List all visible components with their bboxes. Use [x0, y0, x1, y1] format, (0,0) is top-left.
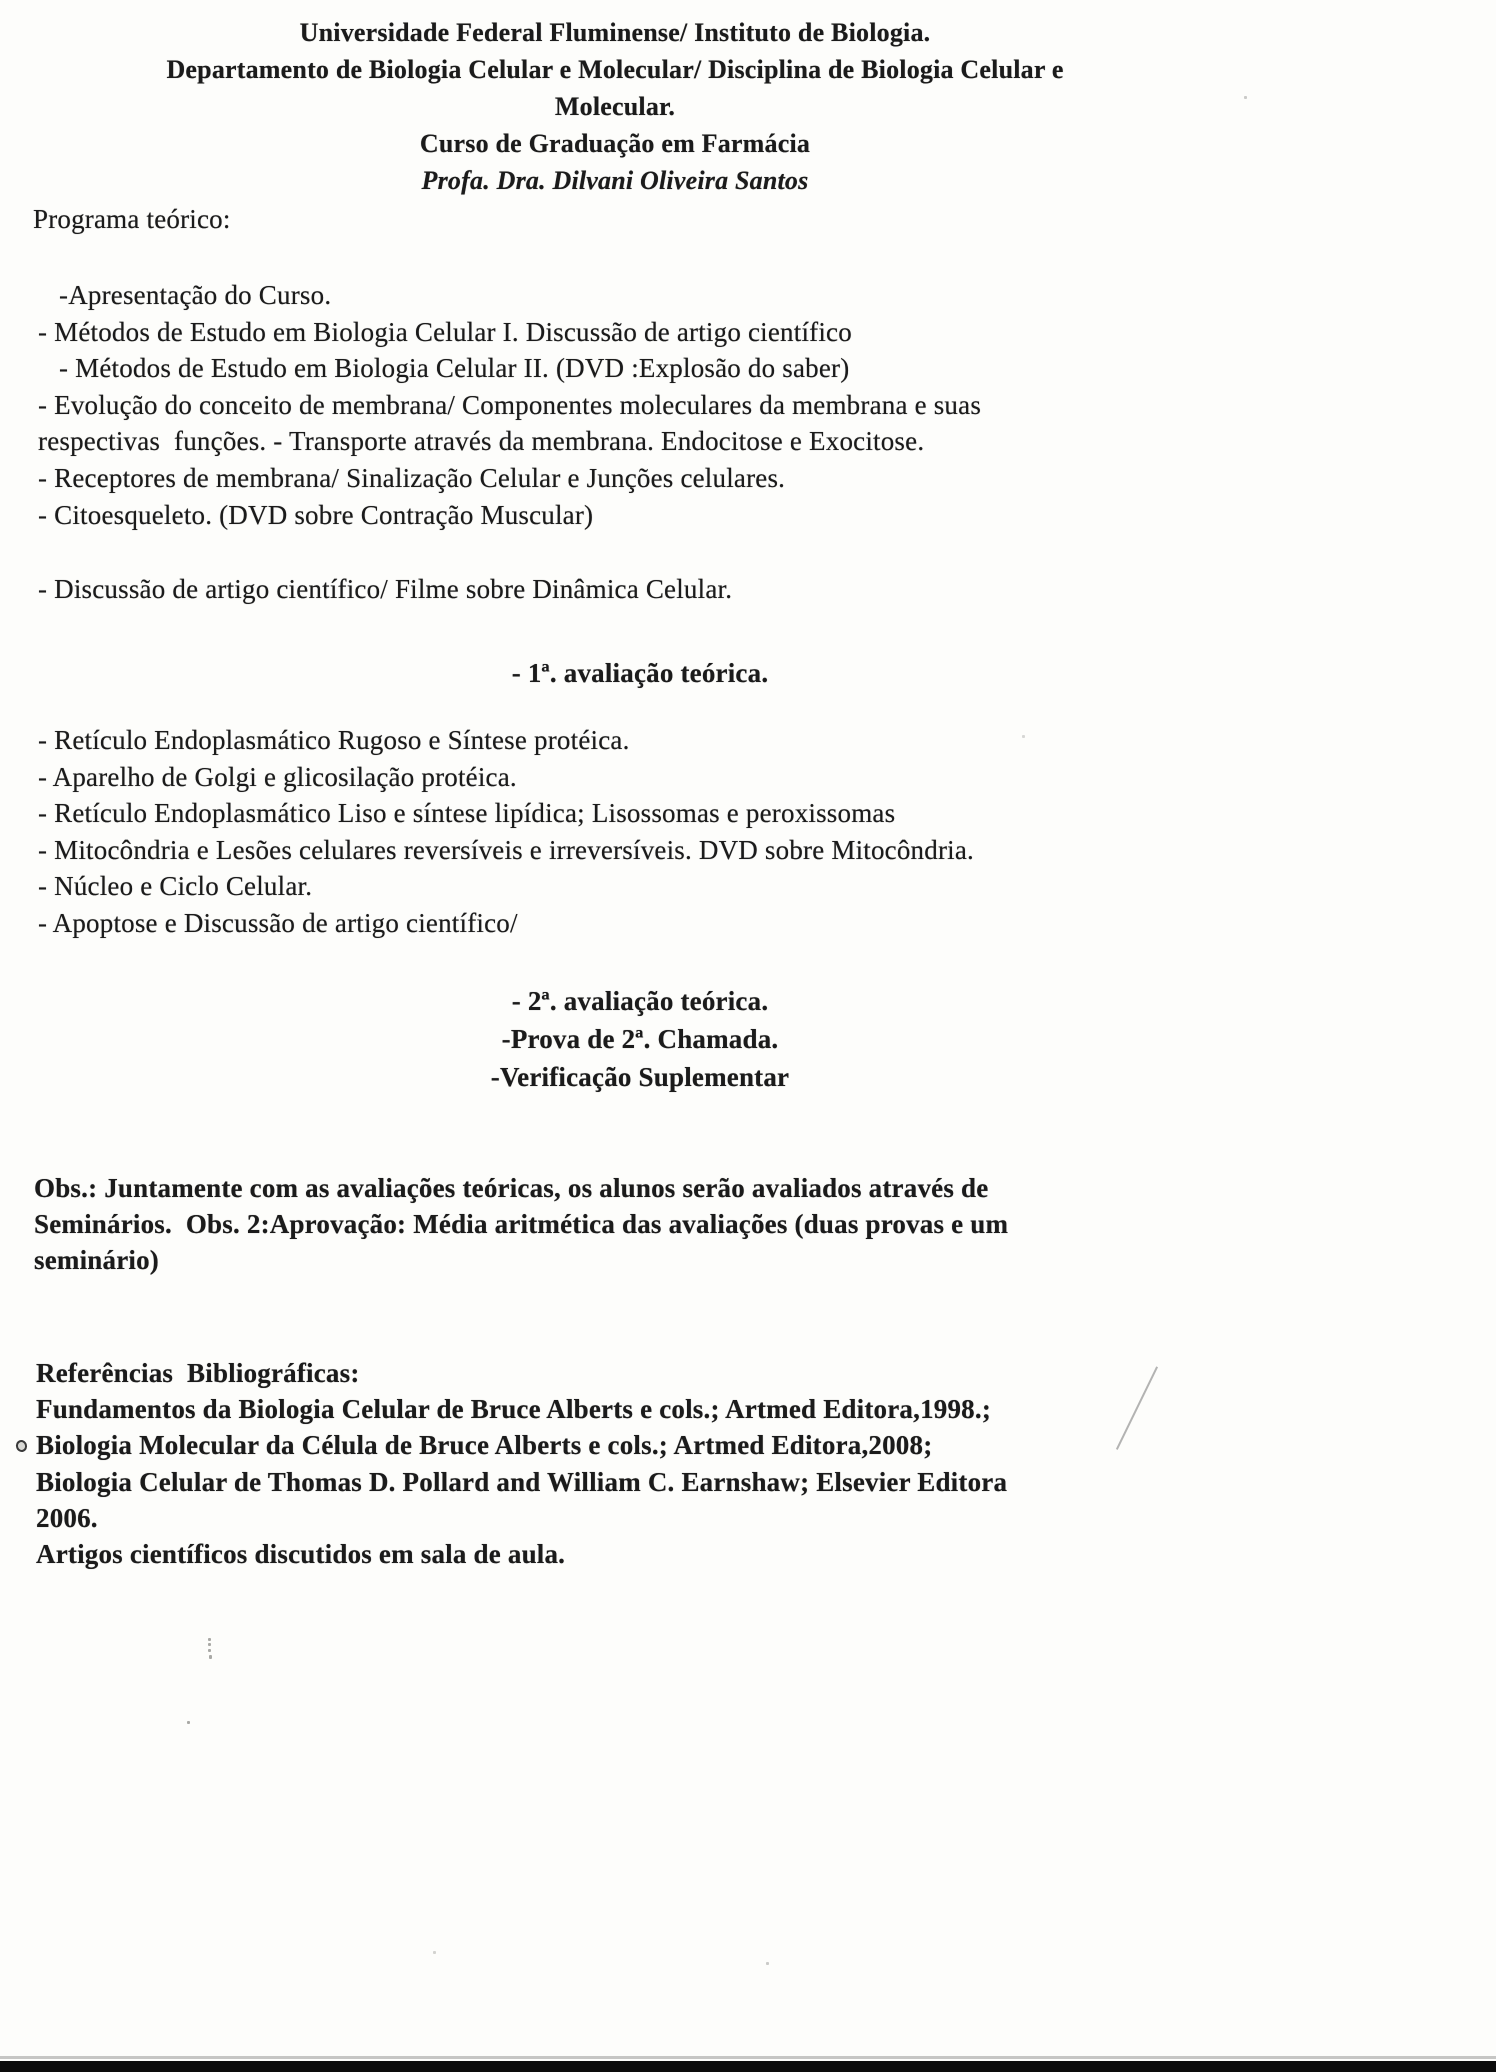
scan-diagonal-line-artifact: [1116, 1366, 1158, 1449]
topics-list-1: [38, 277, 981, 533]
topic-line: - Evolução do conceito de membrana/ Componentes moleculares da membrana e suas: [38, 389, 982, 420]
topic-line: - Retículo Endoplasmático Rugoso e Síntese protéica.: [38, 725, 630, 755]
header-department-line-2: Molecular.: [554, 92, 676, 121]
program-section-label: Programa teórico:: [33, 204, 231, 234]
topic-line: - Métodos de Estudo em Biologia Celular I. Discussão de artigo científico: [38, 316, 852, 347]
supplementary-verification-line: -Verificação Suplementar: [490, 1062, 790, 1092]
discussion-topic-line: - Discussão de artigo científico/ Filme sobre Dinâmica Celular.: [38, 574, 733, 604]
scan-speck: [208, 1643, 211, 1646]
topic-line: - Métodos de Estudo em Biologia Celular II. (DVD :Explosão do saber): [59, 353, 850, 384]
scan-speck: [187, 1721, 190, 1724]
topic-line: - Núcleo e Ciclo Celular.: [38, 871, 313, 902]
makeup-exam-line: -Prova de 2ª. Chamada.: [501, 1024, 779, 1054]
observation-line: Obs.: Juntamente com as avaliações teóricas, os alunos serão avaliados através de: [34, 1173, 989, 1203]
observation-line: seminário): [34, 1245, 159, 1275]
bibliography-section: [36, 1355, 1007, 1572]
second-exam-block: [20, 982, 1260, 1096]
scan-speck: [1244, 96, 1247, 99]
topic-line: -Apresentação do Curso.: [59, 280, 332, 310]
topic-line: - Mitocôndria e Lesões celulares reversíveis e irreversíveis. DVD sobre Mitocôndria.: [38, 834, 974, 865]
scan-speck: [208, 1638, 211, 1641]
handwritten-margin-circle-mark: [14, 1439, 28, 1454]
bibliography-title: Referências Bibliográficas:: [36, 1358, 360, 1388]
observation-line: Seminários. Obs. 2:Aprovação: Média aritmética das avaliações (duas provas e um: [34, 1209, 1009, 1239]
header-professor-line: Profa. Dra. Dilvani Oliveira Santos: [421, 166, 809, 195]
scan-speck: [766, 1962, 769, 1965]
bibliography-entry: Biologia Molecular da Célula de Bruce Alberts e cols.; Artmed Editora,2008;: [36, 1430, 933, 1461]
header-course-line: Curso de Graduação em Farmácia: [419, 129, 811, 158]
bibliography-entry: 2006.: [36, 1502, 98, 1533]
second-exam-heading: - 2ª. avaliação teórica.: [511, 986, 769, 1016]
scan-speck: [208, 1649, 211, 1652]
observations-paragraph: [34, 1170, 1008, 1278]
scan-speck: [433, 1951, 436, 1954]
scan-speck: [1022, 735, 1025, 738]
document-header: [20, 14, 1210, 199]
topic-line: - Citoesqueleto. (DVD sobre Contração Muscular): [38, 499, 594, 530]
topic-line: - Retículo Endoplasmático Liso e síntese lipídica; Lisossomas e peroxissomas: [38, 798, 896, 829]
topic-line: - Aparelho de Golgi e glicosilação protéica.: [38, 761, 517, 792]
first-exam-heading-text: - 1ª. avaliação teórica.: [511, 658, 769, 688]
topics-list-2: [38, 722, 974, 942]
bibliography-entry: Fundamentos da Biologia Celular de Bruce Alberts e cols.; Artmed Editora,1998.;: [36, 1394, 992, 1425]
scan-bottom-edge-bar: [0, 2061, 1496, 2072]
bibliography-entry: Biologia Celular de Thomas D. Pollard and William C. Earnshaw; Elsevier Editora: [36, 1466, 1008, 1497]
topic-line: - Receptores de membrana/ Sinalização Celular e Junções celulares.: [38, 462, 786, 493]
header-university-line: Universidade Federal Fluminense/ Instituto de Biologia.: [299, 18, 931, 47]
bibliography-entry: Artigos científicos discutidos em sala de aula.: [36, 1539, 566, 1570]
scan-speck: [209, 1655, 212, 1659]
header-department-line: Departamento de Biologia Celular e Molecular/ Disciplina de Biologia Celular e: [166, 55, 1064, 84]
first-exam-heading: [20, 658, 1260, 689]
topic-line: - Apoptose e Discussão de artigo científico/: [38, 907, 518, 938]
topic-line: respectivas funções. - Transporte através da membrana. Endocitose e Exocitose.: [38, 426, 925, 457]
scan-bottom-gray-line: [0, 2056, 1496, 2059]
